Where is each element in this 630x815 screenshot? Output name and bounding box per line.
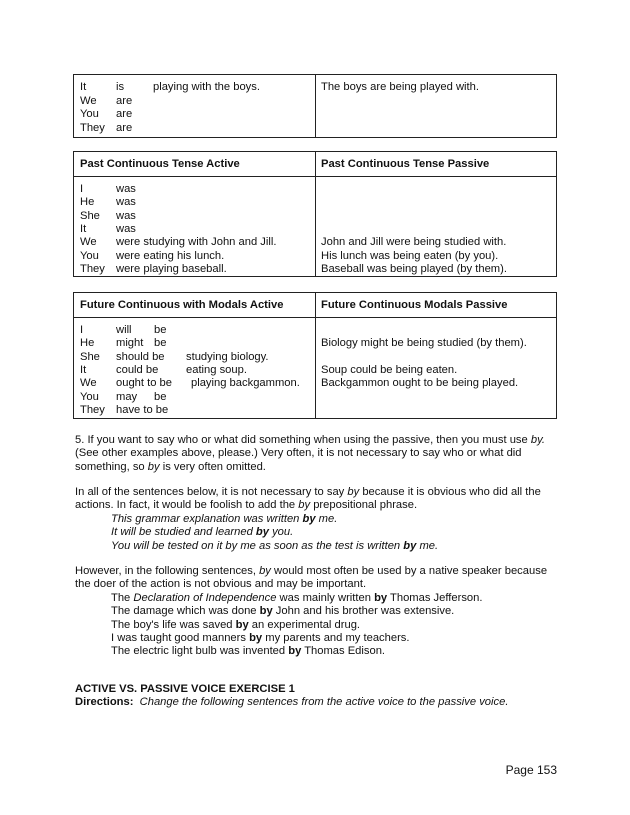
verb: are <box>116 94 133 107</box>
text-line: actions. In fact, it would be foolish to add the by prepositional phrase. <box>75 499 418 512</box>
verb: are <box>116 121 133 134</box>
header-divider <box>74 317 556 318</box>
verb: is <box>116 81 125 93</box>
column-divider <box>315 293 316 418</box>
example-sentence: The Declaration of Independence was mainly written by Thomas Jefferson. <box>111 591 483 604</box>
passive-sentence: Baseball was being played (by them). <box>321 262 507 275</box>
obvious-doer-paragraph <box>75 486 565 553</box>
example-sentence: The damage which was done by John and his brother was extensive. <box>111 605 455 618</box>
header-passive: Future Continuous Modals Passive <box>321 299 508 311</box>
be: be <box>154 337 167 350</box>
subject: They <box>80 403 105 416</box>
example-sentence: The electric light bulb was invented by Thomas Edison. <box>111 645 386 658</box>
point-5-paragraph <box>75 434 565 474</box>
passive-sentence: Backgammon ought to be being played. <box>321 377 519 390</box>
subject: She <box>80 209 100 222</box>
example-sentence: You will be tested on it by me as soon as the test is written by me. <box>111 539 439 552</box>
subject: We <box>80 94 97 107</box>
verb-phrase: was <box>116 183 136 195</box>
text-line: something, so by is very often omitted. <box>75 460 266 473</box>
column-divider <box>315 75 316 137</box>
example-sentence: The boy's life was saved by an experimental drug. <box>111 618 361 631</box>
modal: have to be <box>116 403 169 416</box>
header-active: Future Continuous with Modals Active <box>80 299 284 311</box>
passive-sentence: His lunch was being eaten (by you). <box>321 249 499 262</box>
verb-phrase: was <box>116 222 136 235</box>
modal: may <box>116 390 138 403</box>
modal: ought to be <box>116 377 172 390</box>
passive-sentence: Soup could be being eaten. <box>321 363 458 376</box>
table-present-continuous <box>73 74 557 138</box>
text-line: 5. If you want to say who or what did something when using the passive, then you must use by. <box>75 434 545 446</box>
subject: He <box>80 196 95 209</box>
text-line: In all of the sentences below, it is not necessary to say by because it is obvious who did all the <box>75 486 541 498</box>
passive-sentence: John and Jill were being studied with. <box>321 236 507 249</box>
example-sentence: I was taught good manners by my parents and my teachers. <box>111 632 410 645</box>
subject: We <box>80 236 97 249</box>
example-sentence: This grammar explanation was written by me. <box>111 512 338 525</box>
table-future-continuous-modals <box>73 292 557 419</box>
subject: She <box>80 350 100 363</box>
page-number: Page 153 <box>505 763 557 777</box>
text-line: the doer of the action is not obvious and may be important. <box>75 578 367 591</box>
modal: should be <box>116 350 165 363</box>
be: be <box>154 390 167 403</box>
exercise-title: ACTIVE VS. PASSIVE VOICE EXERCISE 1 <box>75 683 295 695</box>
header-active: Past Continuous Tense Active <box>80 158 240 170</box>
example-sentence: It will be studied and learned by you. <box>111 526 294 539</box>
subject: It <box>80 81 87 93</box>
subject: It <box>80 222 87 235</box>
verb-phrase: were studying with John and Jill. <box>116 236 277 249</box>
subject: It <box>80 363 87 376</box>
subject: They <box>80 121 105 134</box>
modal: could be <box>116 363 159 376</box>
subject: You <box>80 249 99 262</box>
verb-phrase: were playing baseball. <box>116 262 227 275</box>
be: be <box>154 324 167 336</box>
subject: They <box>80 262 105 275</box>
subject: You <box>80 390 99 403</box>
verb-phrase: were eating his lunch. <box>116 249 225 262</box>
verb-phrase: was <box>116 209 136 222</box>
subject: I <box>80 183 84 195</box>
modal: will <box>116 324 132 336</box>
modal: might <box>116 337 144 350</box>
verb-phrase: studying biology. <box>186 350 269 363</box>
text-line: (See other examples above, please.) Very often, it is not necessary to say who or what did <box>75 447 522 460</box>
subject: You <box>80 108 99 120</box>
verb-phrase: eating soup. <box>186 363 247 376</box>
passive-sentence: The boys are being played with. <box>321 81 479 93</box>
verb-phrase: playing backgammon. <box>191 377 300 390</box>
header-divider <box>74 176 556 177</box>
text-line: However, in the following sentences, by would most often be used by a native speaker because <box>75 565 548 577</box>
column-divider <box>315 152 316 276</box>
subject: We <box>80 377 97 390</box>
verb-phrase: was <box>116 196 136 209</box>
subject: I <box>80 324 84 336</box>
subject: He <box>80 337 95 350</box>
important-doer-paragraph <box>75 565 565 659</box>
exercise-directions: Directions: Change the following sentences from the active voice to the passive voice. <box>75 696 509 709</box>
header-passive: Past Continuous Tense Passive <box>321 158 490 170</box>
verb: are <box>116 108 133 120</box>
passive-sentence: Biology might be being studied (by them). <box>321 337 527 350</box>
verb-phrase: playing with the boys. <box>153 81 260 93</box>
exercise-section <box>75 683 565 710</box>
table-past-continuous <box>73 151 557 277</box>
